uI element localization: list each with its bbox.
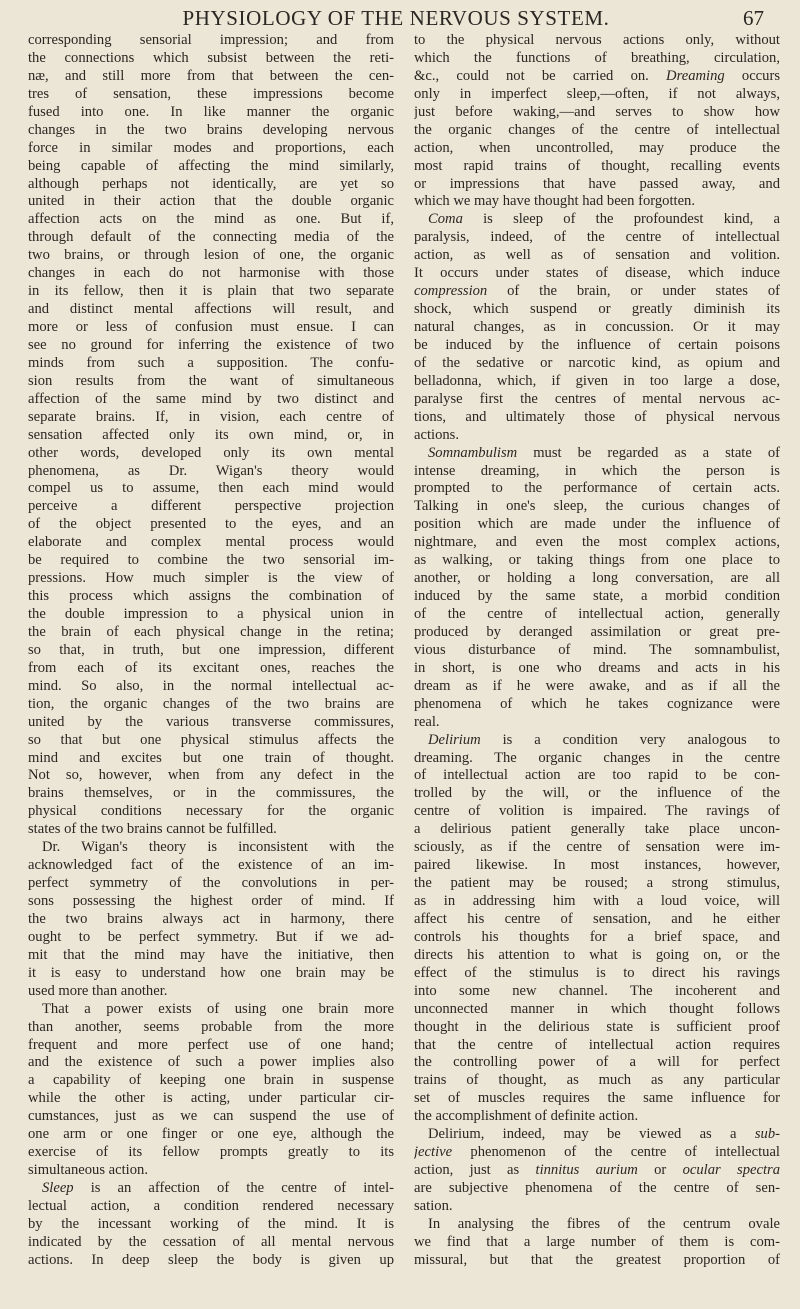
- text-line: compression of the brain, or under states of: [414, 283, 780, 300]
- text-line: vious disturbance of mind. The somnambulist,: [414, 641, 780, 658]
- italic-term: Coma: [428, 211, 463, 228]
- text-line: tres of sensation, these impressions become: [28, 85, 394, 102]
- text-line: the connections which subsist between the reti-: [28, 49, 394, 66]
- text-line: so that but one physical stimulus affects the: [28, 731, 394, 748]
- text-line: or impressions that have passed away, and: [414, 175, 780, 192]
- text-line: Somnambulism must be regarded as a state of: [428, 444, 780, 461]
- text-line: directs his attention to what is going on, or the: [414, 946, 780, 963]
- text-line: which the functions of breathing, circulation,: [414, 49, 780, 66]
- text-line: which we may have thought had been forgotten.: [414, 193, 695, 210]
- text-line: than another, seems probable from the more: [28, 1018, 394, 1035]
- text-line: the double impression to a physical union in: [28, 606, 394, 622]
- text-line: affection acts on the mind as one. But if,: [28, 211, 394, 228]
- text-line: the organic changes of the centre of intellectual: [414, 121, 780, 138]
- text-line: in short, is one who dreams and acts in his: [414, 659, 780, 676]
- text-line: most rapid trains of thought, recalling events: [414, 157, 780, 174]
- text-line: into some new channel. The incoherent and: [414, 982, 780, 999]
- italic-term: Somnambulism: [428, 444, 518, 461]
- text-line: of the sedative or narcotic kind, as opium and: [414, 354, 780, 371]
- text-line: ought to be perfect symmetry. But if we ad-: [28, 928, 394, 945]
- text-line: missural, but that the greatest proportion of: [414, 1251, 780, 1268]
- text-line: indicated by the cessation of all mental nervous: [28, 1233, 394, 1250]
- text-line: of the object presented to the eyes, and an: [28, 516, 394, 533]
- text-line: centre of volition is impaired. The ravings of: [414, 803, 780, 820]
- text-line: states of the two brains cannot be fulfilled.: [28, 821, 277, 838]
- text-line: phenomena of which he takes cognizance were: [414, 695, 780, 712]
- text-line: acknowledged fact of the existence of an im-: [28, 857, 394, 874]
- text-line: Not so, however, when from any defect in the: [28, 767, 394, 784]
- text-line: just before waking,—and serves to show how: [414, 103, 780, 120]
- text-line: actions. In deep sleep the body is given up: [28, 1251, 394, 1268]
- text-line: frequent and more perfect use of one hand;: [28, 1036, 394, 1053]
- text-line: more or less of confusion must ensue. I can: [28, 319, 394, 335]
- text-line: as walking, or taking things from one place to: [414, 552, 780, 569]
- text-line: elaborate and complex mental process would: [28, 534, 394, 551]
- italic-term: Sleep: [42, 1180, 74, 1196]
- page-number: 67: [743, 6, 764, 30]
- right-column: [414, 32, 780, 1270]
- text-line: Sleep is an affection of the centre of intel-: [42, 1180, 394, 1196]
- text-line: exercise of its fellow prompts greatly to its: [28, 1144, 394, 1161]
- text-line: sensation affected only its own mind, or, in: [28, 426, 394, 443]
- text-line: through default of the connecting media of the: [28, 229, 394, 246]
- text-line: be induced by the influence of certain poisons: [414, 336, 780, 353]
- italic-term: tinnitus aurium: [535, 1162, 638, 1179]
- text-line: position which are made under the influence of: [414, 516, 780, 533]
- text-line: intense dreaming, in which the person is: [414, 462, 780, 479]
- text-line: simultaneous action.: [28, 1162, 148, 1179]
- text-line: lectual action, a condition rendered necessary: [28, 1197, 394, 1214]
- text-line: In analysing the fibres of the centrum ovale: [428, 1215, 780, 1232]
- text-line: the accomplishment of definite action.: [414, 1108, 639, 1125]
- text-line: be required to combine the two sensorial im-: [28, 552, 394, 569]
- text-line: being capable of affecting the mind similarly,: [28, 157, 394, 174]
- text-line: changes in the two brains developing nervous: [28, 121, 394, 138]
- text-line: controls his thoughts for a brief space, and: [414, 928, 780, 945]
- text-line: mind and excites but one train of thought.: [28, 749, 394, 766]
- text-line: affect his centre of sensation, and he either: [414, 910, 780, 927]
- italic-term: compression: [414, 283, 488, 300]
- text-line: prompted to the performance of certain acts.: [414, 480, 780, 497]
- text-line: corresponding sensorial impression; and from: [28, 32, 394, 48]
- text-line: næ, and still more from that between the cen-: [28, 67, 394, 84]
- text-line: although perhaps not identically, are yet so: [28, 175, 394, 192]
- text-line: that the centre of intellectual action requires: [414, 1036, 780, 1053]
- text-line: used more than another.: [28, 982, 168, 999]
- text-line: united by the various transverse commissures,: [28, 713, 394, 730]
- text-line: shock, which suspend or greatly diminish its: [414, 301, 780, 318]
- text-line: sation.: [414, 1197, 453, 1214]
- text-line: sciously, as if the centre of sensation were im-: [414, 839, 780, 856]
- text-line: perceive a different perspective projection: [28, 498, 394, 515]
- text-line: and distinct mental affections will result, and: [28, 301, 394, 318]
- text-line: from each of its excitant ones, reaches the: [28, 659, 394, 676]
- text-line: other words, developed only its own mental: [28, 444, 394, 461]
- text-line: dreaming. The organic changes in the centre: [414, 749, 780, 766]
- text-line: one arm or one finger or one eye, although the: [28, 1126, 394, 1143]
- text-line: paralysis, indeed, of the centre of intellectual: [414, 229, 780, 246]
- text-line: it is easy to understand how one brain may be: [28, 964, 394, 981]
- text-line: belladonna, which, if given in too large a dose,: [414, 372, 780, 389]
- text-line: natural changes, as in concussion. Or it may: [414, 319, 780, 335]
- page-header: [28, 6, 764, 32]
- text-line: trolled by the will, or the influence of the: [414, 785, 780, 802]
- italic-term: sub-: [754, 1126, 780, 1143]
- text-line: mit that the mind may have the initiative, then: [28, 946, 394, 963]
- text-line: produced by deranged assimilation or great pre-: [414, 623, 780, 640]
- text-line: induced by the same state, a morbid condition: [414, 588, 780, 605]
- text-line: phenomena, as Dr. Wigan's theory would: [28, 462, 394, 479]
- running-title: PHYSIOLOGY OF THE NERVOUS SYSTEM.: [182, 6, 610, 30]
- text-line: are subjective phenomena of the centre of sen-: [414, 1180, 780, 1196]
- text-line: effect of the stimulus is to direct his ravings: [414, 964, 780, 981]
- text-line: tions, and ultimately those of physical nervous: [414, 408, 780, 425]
- text-line: jective phenomenon of the centre of intellectual: [414, 1144, 780, 1161]
- italic-term: Dreaming: [666, 67, 725, 84]
- text-line: in its fellow, then it is plain that two separate: [28, 283, 394, 300]
- text-line: of the centre of intellectual action, generally: [414, 606, 780, 622]
- text-line: cumstances, just as we can suspend the use of: [28, 1108, 394, 1125]
- text-line: another, or holding a long conversation, are all: [414, 570, 780, 587]
- text-line: That a power exists of using one brain more: [42, 1000, 394, 1017]
- text-line: Coma is sleep of the profoundest kind, a: [428, 211, 780, 228]
- text-line: while the other is acting, under particular cir-: [28, 1090, 394, 1107]
- text-line: physical conditions necessary for the organic: [28, 803, 394, 820]
- text-line: so that, in truth, but one impression, different: [28, 641, 394, 658]
- text-line: the brain of each physical change in the retina;: [28, 623, 394, 640]
- text-line: unconnected manner in which thought follows: [414, 1000, 780, 1017]
- text-line: united in their action that the double organic: [28, 193, 394, 210]
- left-column: [28, 32, 394, 1270]
- text-line: two brains, or through lesion of one, the organic: [28, 247, 394, 264]
- text-line: we find that a large number of them is com-: [414, 1233, 780, 1250]
- text-line: &c., could not be carried on. Dreaming occurs: [414, 67, 780, 84]
- text-line: tion, the organic changes of the two brains are: [28, 695, 394, 712]
- text-line: see no ground for inferring the existence of two: [28, 336, 394, 353]
- text-line: pressions. How much simpler is the view of: [28, 570, 394, 587]
- text-line: by the incessant working of the mind. It is: [28, 1215, 394, 1232]
- text-line: changes in each do not harmonise with those: [28, 265, 394, 282]
- text-line: actions.: [414, 426, 459, 443]
- text-line: affection of the same mind by two distinct and: [28, 390, 394, 407]
- text-line: the two brains always act in harmony, there: [28, 910, 394, 927]
- text-line: set of muscles requires the same influence for: [414, 1090, 780, 1107]
- italic-term: Delirium: [428, 731, 481, 748]
- text-line: a delirious patient generally take place uncon-: [414, 821, 780, 838]
- text-line: sons possessing the highest order of mind. If: [28, 893, 394, 909]
- text-line: compel us to assume, then each mind would: [28, 480, 394, 497]
- text-line: minds from such a supposition. The confu-: [28, 354, 394, 371]
- text-line: of intellectual action are too rapid to be con-: [414, 767, 780, 784]
- text-line: sion results from the want of simultaneous: [28, 372, 394, 389]
- text-line: and the existence of such a power implies also: [28, 1054, 394, 1071]
- text-line: fused into one. In like manner the organic: [28, 103, 394, 120]
- text-line: as in addressing him with a loud voice, will: [414, 893, 780, 909]
- text-line: a capability of keeping one brain in suspense: [28, 1072, 394, 1089]
- text-line: the patient may be roused; a strong stimulus,: [414, 875, 780, 892]
- text-line: the controlling power of a will for perfect: [414, 1054, 780, 1071]
- text-line: Delirium, indeed, may be viewed as a sub-: [428, 1126, 780, 1143]
- text-line: action, as well as of sensation and volition.: [414, 247, 780, 264]
- text-line: action, when uncontrolled, may produce the: [414, 139, 780, 156]
- text-line: this process which assigns the combination of: [28, 588, 394, 605]
- text-line: dream as if he were awake, and as if all the: [414, 677, 780, 694]
- text-line: nightmare, and even the most complex actions,: [414, 534, 780, 551]
- text-line: paralyse first the centres of mental nervous ac-: [414, 390, 780, 407]
- text-line: brains themselves, or in the commissures, the: [28, 785, 394, 802]
- text-line: only in imperfect sleep,—often, if not always,: [414, 85, 780, 102]
- text-line: force in similar modes and proportions, each: [28, 139, 394, 156]
- italic-term: ocular spectra: [682, 1162, 780, 1179]
- text-line: thought in the delirious state is sufficient proof: [414, 1018, 780, 1035]
- text-line: It occurs under states of disease, which induce: [414, 265, 780, 282]
- text-line: trains of thought, as much as any particular: [414, 1072, 780, 1089]
- text-line: to the physical nervous actions only, without: [414, 32, 780, 48]
- text-line: Delirium is a condition very analogous to: [428, 731, 780, 748]
- text-line: perfect symmetry of the convolutions in per-: [28, 875, 394, 892]
- text-line: Dr. Wigan's theory is inconsistent with the: [42, 839, 394, 856]
- italic-term: jective: [414, 1144, 453, 1161]
- text-line: real.: [414, 713, 440, 730]
- text-line: separate brains. If, in vision, each centre of: [28, 408, 394, 425]
- text-line: action, just as tinnitus aurium or ocular spectra: [414, 1162, 780, 1179]
- text-line: mind. So also, in the normal intellectual ac-: [28, 677, 394, 694]
- text-line: Talking in one's sleep, the curious changes of: [414, 498, 780, 515]
- text-line: paired likewise. In most instances, however,: [414, 857, 780, 874]
